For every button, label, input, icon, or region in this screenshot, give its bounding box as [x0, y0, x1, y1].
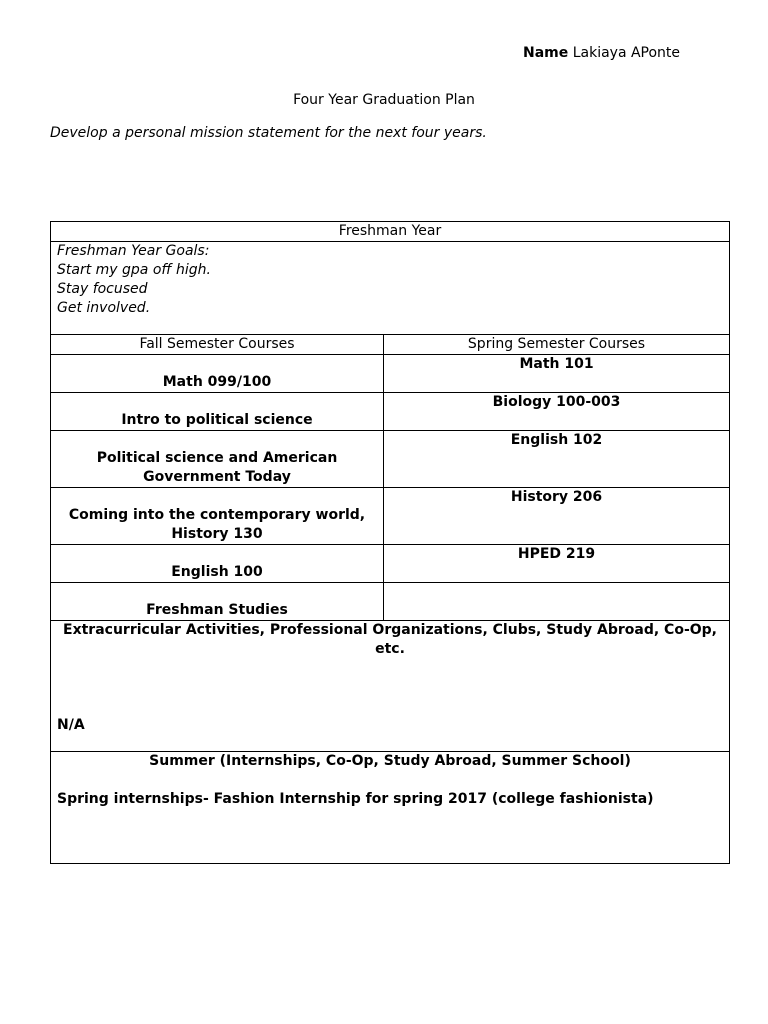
- goal-item: Stay focused: [57, 281, 148, 297]
- spring-course: Math 101: [384, 355, 730, 393]
- goal-item: Get involved.: [57, 300, 151, 316]
- student-name: [523, 45, 680, 61]
- fall-course: English 100: [51, 545, 384, 583]
- summer-value: Spring internships- Fashion Internship for spring 2017 (college fashionista): [57, 791, 654, 807]
- fall-course: Political science and American Government Today: [51, 431, 384, 488]
- extracurricular-header: Extracurricular Activities, Professional Organizations, Clubs, Study Abroad, Co-Op, etc.: [63, 622, 717, 657]
- spring-course: HPED 219: [384, 545, 730, 583]
- spring-header: Spring Semester Courses: [384, 335, 730, 355]
- name-value: Lakiaya APonte: [572, 45, 681, 61]
- fall-course: Math 099/100: [51, 355, 384, 393]
- extracurricular-cell: [51, 621, 730, 752]
- summer-cell: [51, 752, 730, 864]
- mission-prompt: Develop a personal mission statement for the next four years.: [50, 125, 487, 141]
- spring-course: [384, 583, 730, 621]
- page-title: Four Year Graduation Plan: [293, 92, 475, 108]
- goals-cell: [51, 242, 730, 335]
- spring-course: Biology 100-003: [384, 393, 730, 431]
- fall-header: Fall Semester Courses: [51, 335, 384, 355]
- spring-course: English 102: [384, 431, 730, 488]
- name-label: Name: [523, 45, 569, 61]
- summer-header: Summer (Internships, Co-Op, Study Abroad, Summer School): [149, 753, 631, 769]
- extracurricular-value: N/A: [57, 717, 85, 733]
- freshman-plan-table: [50, 221, 730, 864]
- fall-course: Intro to political science: [51, 393, 384, 431]
- spring-course: History 206: [384, 488, 730, 545]
- fall-course: Coming into the contemporary world, History 130: [51, 488, 384, 545]
- year-title: Freshman Year: [51, 222, 730, 242]
- goal-item: Start my gpa off high.: [57, 262, 211, 278]
- fall-course: Freshman Studies: [51, 583, 384, 621]
- goals-heading: Freshman Year Goals:: [57, 243, 210, 259]
